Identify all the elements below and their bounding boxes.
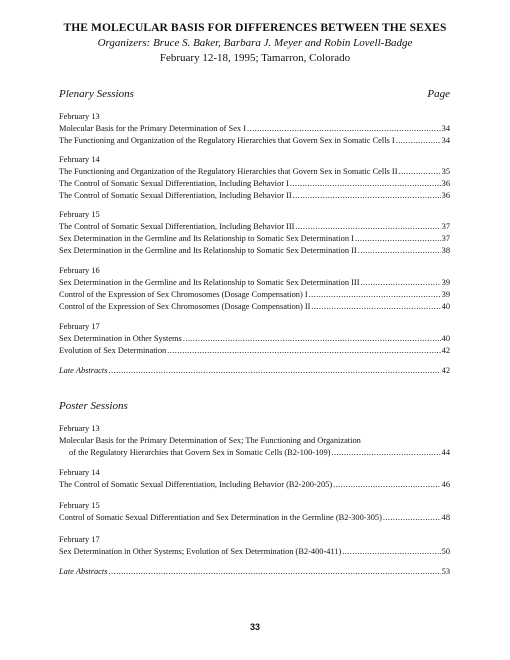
leader-dots bbox=[361, 277, 441, 289]
plenary-group-feb16 bbox=[59, 266, 450, 313]
page-ref: 35 bbox=[441, 167, 450, 176]
plenary-sessions-heading bbox=[59, 88, 450, 100]
page-ref: 42 bbox=[441, 366, 450, 375]
page-ref: 40 bbox=[441, 302, 450, 311]
toc-entry[interactable]: Late Abstracts ..... 53 bbox=[59, 566, 450, 578]
toc-entry[interactable]: The Control of Somatic Sexual Differentiation, Including Behavior I ..... 36 bbox=[59, 178, 450, 190]
toc-entry-first-line: Molecular Basis for the Primary Determination of Sex; The Functioning and Organization bbox=[59, 436, 361, 445]
plenary-late-abstracts bbox=[59, 365, 450, 377]
leader-dots bbox=[396, 135, 441, 147]
poster-group-feb15 bbox=[59, 501, 450, 524]
toc-entry[interactable]: The Control of Somatic Sexual Differentiation, Including Behavior (B2-200-205) ..... 46 bbox=[59, 479, 450, 491]
toc-entry[interactable]: The Control of Somatic Sexual Differentiation, Including Behavior II ..... 36 bbox=[59, 190, 450, 202]
poster-group-feb13 bbox=[59, 424, 450, 459]
leader-dots bbox=[108, 566, 440, 578]
toc-entry[interactable]: Sex Determination in Other Systems ..... 40 bbox=[59, 333, 450, 345]
leader-dots bbox=[333, 479, 440, 491]
leader-dots bbox=[355, 233, 441, 245]
toc-entry[interactable]: Sex Determination in the Germline and Its Relationship to Somatic Sex Determination III ..... 39 bbox=[59, 277, 450, 289]
page-ref: 34 bbox=[441, 136, 450, 145]
toc-entry[interactable]: Sex Determination in the Germline and Its Relationship to Somatic Sex Determination I ..... 37 bbox=[59, 233, 450, 245]
leader-dots bbox=[311, 301, 440, 313]
toc-entry[interactable]: Sex Determination in Other Systems; Evolution of Sex Determination (B2-400-411) ..... 50 bbox=[59, 546, 450, 558]
leader-dots bbox=[183, 333, 441, 345]
plenary-heading-label: Plenary Sessions bbox=[59, 88, 134, 100]
leader-dots bbox=[293, 190, 441, 202]
toc-entry[interactable]: Evolution of Sex Determination ..... 42 bbox=[59, 345, 450, 357]
plenary-group-feb15 bbox=[59, 210, 450, 257]
toc-entry[interactable]: Control of Somatic Sexual Differentiation and Sex Determination in the Germline (B2-300-305) ..... 48 bbox=[59, 512, 450, 524]
document-title: THE MOLECULAR BASIS FOR DIFFERENCES BETWEEN THE SEXES bbox=[63, 22, 447, 34]
poster-sessions-heading bbox=[59, 400, 450, 412]
poster-late-abstracts bbox=[59, 566, 450, 578]
plenary-group-feb13 bbox=[59, 112, 450, 147]
leader-dots bbox=[398, 166, 440, 178]
page-ref: 37 bbox=[441, 222, 450, 231]
leader-dots bbox=[358, 245, 441, 257]
group-date: February 14 bbox=[59, 468, 100, 477]
page-ref: 39 bbox=[441, 290, 450, 299]
leader-dots bbox=[167, 345, 440, 357]
page-ref: 46 bbox=[441, 480, 450, 489]
poster-group-feb17 bbox=[59, 535, 450, 558]
group-date: February 17 bbox=[59, 322, 100, 331]
group-date: February 17 bbox=[59, 535, 100, 544]
leader-dots bbox=[331, 447, 440, 459]
page-ref: 37 bbox=[441, 234, 450, 243]
toc-entry[interactable]: The Functioning and Organization of the Regulatory Hierarchies that Govern Sex in Somatic Cells I ..... 34 bbox=[59, 135, 450, 147]
organizers-line: Organizers: Bruce S. Baker, Barbara J. Meyer and Robin Lovell-Badge bbox=[97, 37, 413, 49]
page-number: 33 bbox=[249, 622, 260, 632]
page-ref: 36 bbox=[441, 179, 450, 188]
page-ref: 39 bbox=[441, 278, 450, 287]
group-date: February 16 bbox=[59, 266, 100, 275]
poster-heading-label: Poster Sessions bbox=[59, 400, 128, 412]
meeting-dates: February 12-18, 1995; Tamarron, Colorado bbox=[159, 52, 351, 64]
leader-dots bbox=[247, 123, 441, 135]
leader-dots bbox=[295, 221, 440, 233]
group-date: February 13 bbox=[59, 424, 100, 433]
group-date: February 13 bbox=[59, 112, 100, 121]
group-date: February 15 bbox=[59, 501, 100, 510]
poster-group-feb14 bbox=[59, 468, 450, 491]
page-ref: 42 bbox=[441, 346, 450, 355]
leader-dots bbox=[309, 289, 441, 301]
page-column-label: Page bbox=[427, 88, 450, 100]
page-ref: 53 bbox=[441, 567, 450, 576]
page-ref: 50 bbox=[441, 547, 450, 556]
page-ref: 40 bbox=[441, 334, 450, 343]
toc-entry[interactable]: Late Abstracts ..... 42 bbox=[59, 365, 450, 377]
toc-entry[interactable]: Molecular Basis for the Primary Determination of Sex I ..... 34 bbox=[59, 123, 450, 135]
page-ref: 36 bbox=[441, 191, 450, 200]
page-ref: 44 bbox=[441, 448, 450, 457]
plenary-group-feb14 bbox=[59, 155, 450, 202]
leader-dots bbox=[383, 512, 441, 524]
plenary-group-feb17 bbox=[59, 322, 450, 357]
toc-entry[interactable]: Control of the Expression of Sex Chromosomes (Dosage Compensation) I ..... 39 bbox=[59, 289, 450, 301]
page-ref: 38 bbox=[441, 246, 450, 255]
page-ref: 34 bbox=[441, 124, 450, 133]
leader-dots bbox=[342, 546, 440, 558]
toc-entry[interactable]: The Control of Somatic Sexual Differentiation, Including Behavior III ..... 37 bbox=[59, 221, 450, 233]
page-ref: 48 bbox=[441, 513, 450, 522]
toc-entry[interactable]: Control of the Expression of Sex Chromosomes (Dosage Compensation) II ..... 40 bbox=[59, 301, 450, 313]
leader-dots bbox=[290, 178, 441, 190]
toc-entry[interactable]: The Functioning and Organization of the Regulatory Hierarchies that Govern Sex in Somatic Cells II ..... 35 bbox=[59, 166, 450, 178]
toc-entry[interactable]: of the Regulatory Hierarchies that Govern Sex in Somatic Cells (B2-100-109) ..... 44 bbox=[59, 447, 450, 459]
group-date: February 14 bbox=[59, 155, 100, 164]
toc-entry[interactable]: Sex Determination in the Germline and Its Relationship to Somatic Sex Determination II ..... 38 bbox=[59, 245, 450, 257]
group-date: February 15 bbox=[59, 210, 100, 219]
leader-dots bbox=[108, 365, 440, 377]
